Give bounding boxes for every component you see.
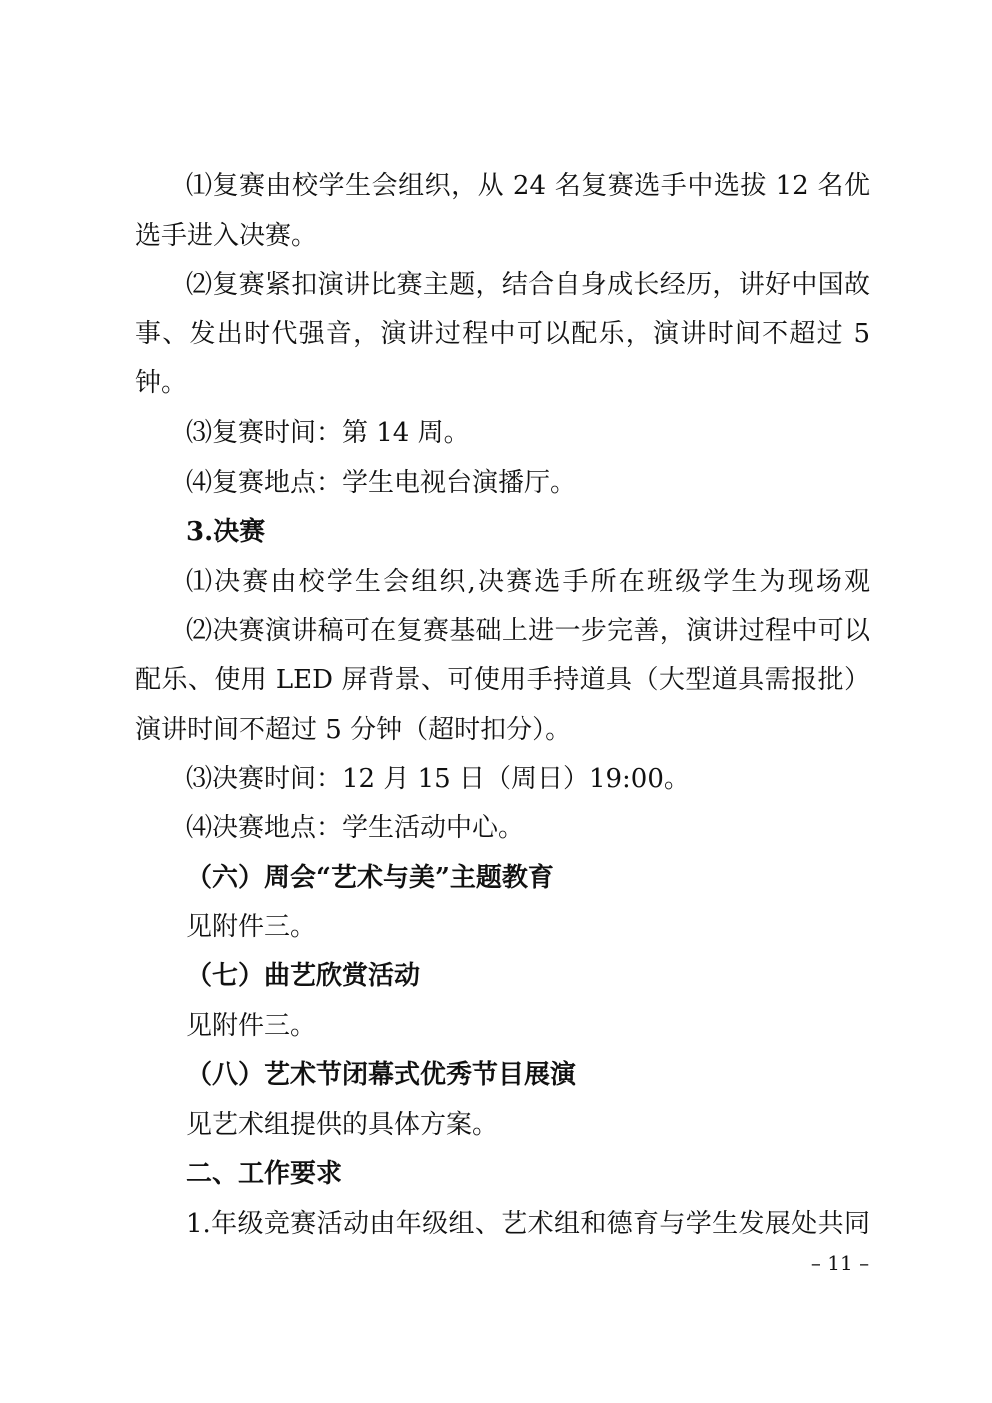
text-line: ⑶复赛时间：第 14 周。 (186, 418, 470, 448)
text-line: 演讲时间不超过 5 分钟（超时扣分）。 (135, 715, 572, 745)
text-line: ⑷复赛地点：学生电视台演播厅。 (186, 468, 577, 498)
paragraph-line (0, 808, 992, 848)
page-number: – 11 – (810, 1251, 870, 1275)
text-line: ⑴决赛由校学生会组织,决赛选手所在班级学生为现场观 (186, 567, 870, 597)
paragraph-line (0, 463, 992, 503)
text-line: ⑴复赛由校学生会组织，从 24 名复赛选手中选拔 12 名优 (186, 171, 870, 201)
text-line: ⑵决赛演讲稿可在复赛基础上进一步完善，演讲过程中可以 (186, 616, 870, 646)
text-line: 事、发出时代强音，演讲过程中可以配乐，演讲时间不超过 5 (135, 319, 870, 349)
text-line: 见附件三。 (186, 1011, 317, 1041)
text-line: 钟。 (135, 368, 188, 398)
paragraph-line (0, 166, 992, 206)
section-heading (0, 956, 992, 996)
paragraph-line (0, 611, 992, 651)
paragraph-line (0, 413, 992, 453)
text-line: 1.年级竞赛活动由年级组、艺术组和德育与学生发展处共同 (186, 1209, 870, 1239)
paragraph-line (0, 265, 992, 305)
text-line: 选手进入决赛。 (135, 221, 318, 251)
paragraph-line (0, 1006, 992, 1046)
section-heading (0, 1154, 992, 1194)
text-line: 配乐、使用 LED 屏背景、可使用手持道具（大型道具需报批） (135, 665, 870, 695)
heading-work-requirements: 二、工作要求 (186, 1159, 343, 1189)
heading-eight: （八）艺术节闭幕式优秀节目展演 (186, 1060, 577, 1090)
text-line: ⑵复赛紧扣演讲比赛主题，结合自身成长经历，讲好中国故 (186, 270, 870, 300)
paragraph-line (0, 759, 992, 799)
subheading-final: 3.决赛 (186, 517, 266, 547)
paragraph-line (0, 660, 992, 700)
paragraph-line (0, 1105, 992, 1145)
paragraph-line (0, 562, 992, 602)
paragraph-line (0, 1204, 992, 1244)
section-subheading (0, 512, 992, 552)
text-line: ⑶决赛时间：12 月 15 日（周日）19:00。 (186, 764, 690, 794)
heading-six: （六）周会“艺术与美”主题教育 (186, 863, 554, 893)
paragraph-line (0, 216, 992, 256)
text-line: 见艺术组提供的具体方案。 (186, 1110, 499, 1140)
section-heading (0, 1055, 992, 1095)
paragraph-line (0, 710, 992, 750)
text-line: 见附件三。 (186, 912, 317, 942)
paragraph-line (0, 314, 992, 354)
paragraph-line (0, 907, 992, 947)
section-heading (0, 858, 992, 898)
text-line: ⑷决赛地点：学生活动中心。 (186, 813, 525, 843)
paragraph-line (0, 363, 992, 403)
heading-seven: （七）曲艺欣赏活动 (186, 961, 421, 991)
